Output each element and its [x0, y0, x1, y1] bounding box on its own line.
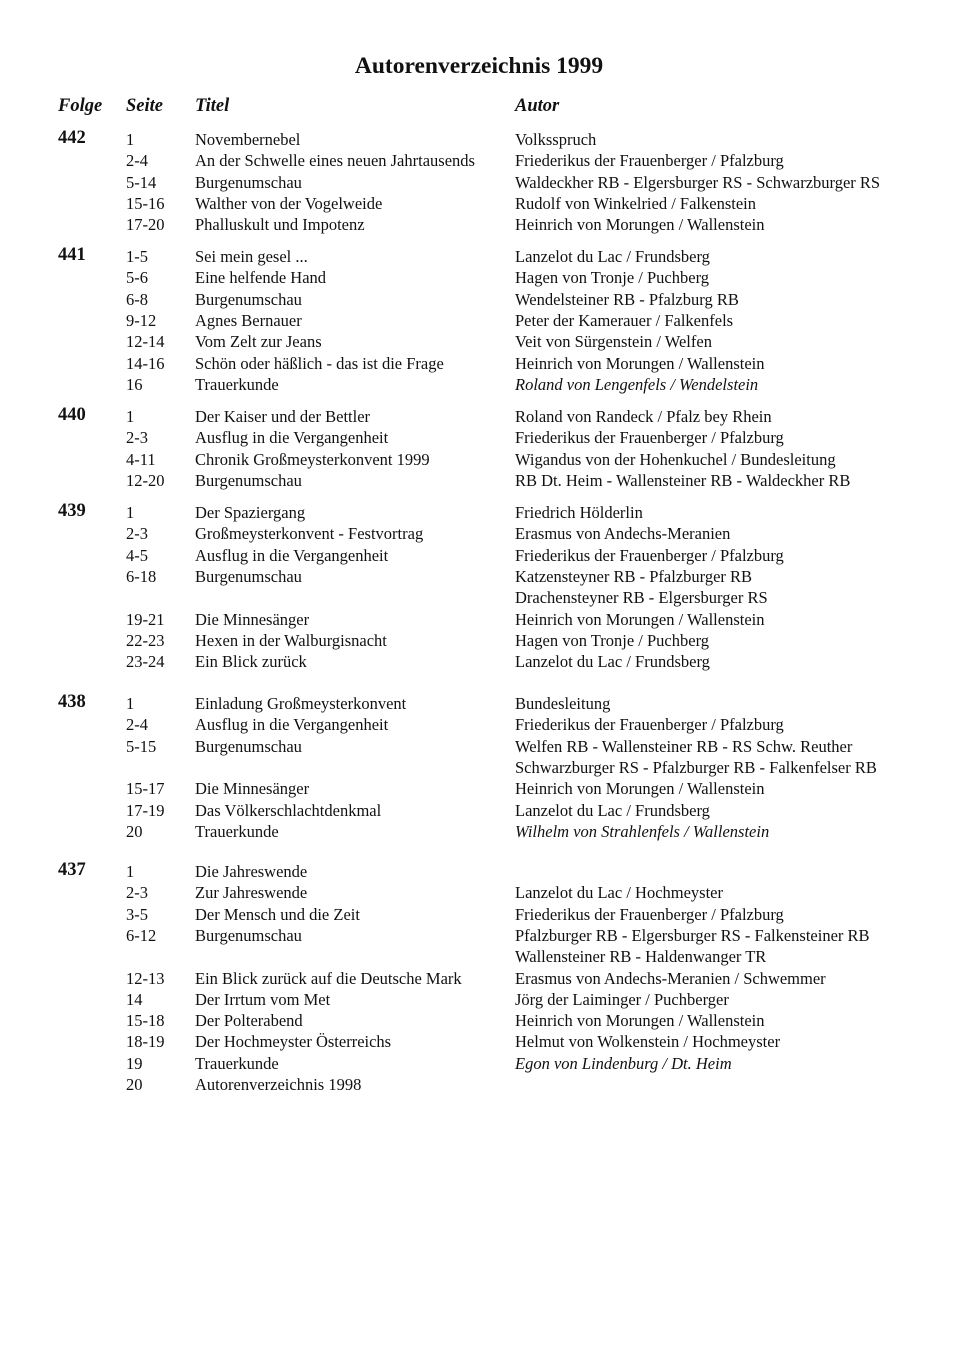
entry-author: Friederikus der Frauenberger / Pfalzburg — [515, 151, 784, 171]
entry-author: Katzensteyner RB - Pfalzburger RB — [515, 566, 753, 586]
entry-page: 19 — [126, 1053, 143, 1073]
entry-author: Jörg der Laiminger / Puchberger — [515, 989, 729, 1009]
entry-author: Friederikus der Frauenberger / Pfalzburg — [515, 715, 784, 735]
issue-number: 441 — [58, 245, 86, 265]
entry-page: 22-23 — [126, 630, 165, 650]
entry-page: 1-5 — [126, 247, 148, 266]
entry-author: Heinrich von Morungen / Wallenstein — [515, 353, 765, 373]
entry-page: 12-13 — [126, 968, 165, 988]
issue-number: 439 — [58, 501, 86, 521]
entry-title: Chronik Großmeysterkonvent 1999 — [195, 449, 430, 469]
entry-author: Friederikus der Frauenberger / Pfalzburg — [515, 545, 784, 565]
entry-author: Wigandus von der Hohenkuchel / Bundesleitung — [515, 449, 836, 469]
issue-number: 438 — [58, 692, 86, 712]
entry-author: Wendelsteiner RB - Pfalzburg RB — [515, 289, 739, 309]
entry-page: 5-14 — [126, 172, 157, 192]
entry-title: Ausflug in die Vergangenheit — [195, 715, 389, 735]
entry-author: Heinrich von Morungen / Wallenstein — [515, 779, 765, 799]
entry-page: 15-17 — [126, 779, 165, 799]
entry-author: Pfalzburger RB - Elgersburger RS - Falkensteiner RB — [515, 925, 870, 945]
entry-author: Heinrich von Morungen / Wallenstein — [515, 215, 765, 235]
entry-title: Der Polterabend — [195, 1011, 303, 1031]
entry-page: 2-3 — [126, 883, 148, 903]
entry-page: 16 — [126, 374, 143, 394]
entry-title: Einladung Großmeysterkonvent — [195, 694, 407, 713]
entry-author: Erasmus von Andechs-Meranien / Schwemmer — [515, 968, 826, 988]
entry-page: 14 — [126, 989, 143, 1009]
entry-title: Die Jahreswende — [195, 862, 308, 881]
column-header-seite: Seite — [126, 96, 163, 116]
entry-title: Ein Blick zurück — [195, 652, 307, 672]
entry-title: Agnes Bernauer — [195, 310, 302, 330]
entry-title: Der Kaiser und der Bettler — [195, 407, 371, 426]
entry-title: Trauerkunde — [195, 374, 279, 394]
entry-page: 1 — [126, 407, 135, 426]
entry-title: Das Völkerschlachtdenkmal — [195, 800, 382, 820]
entry-page: 6-18 — [126, 566, 157, 586]
entry-title: Sei mein gesel ... — [195, 247, 308, 266]
entry-page: 18-19 — [126, 1032, 165, 1052]
entry-author: Lanzelot du Lac / Frundsberg — [515, 652, 710, 672]
entry-title: Phalluskult und Impotenz — [195, 215, 365, 235]
entry-page: 2-4 — [126, 151, 148, 171]
entry-page: 4-5 — [126, 545, 148, 565]
entry-title: Burgenumschau — [195, 172, 302, 192]
entry-title: Eine helfende Hand — [195, 268, 327, 288]
entry-page: 23-24 — [126, 652, 165, 672]
entry-author: Egon von Lindenburg / Dt. Heim — [515, 1053, 732, 1073]
entry-title: Autorenverzeichnis 1998 — [195, 1075, 362, 1094]
entry-page: 5-15 — [126, 736, 157, 756]
entry-page: 1 — [126, 130, 135, 149]
entry-author: Rudolf von Winkelried / Falkenstein — [515, 193, 756, 213]
entry-page: 17-19 — [126, 800, 165, 820]
entry-title: Trauerkunde — [195, 1053, 279, 1073]
issue-number: 442 — [58, 128, 86, 148]
entry-author: Hagen von Tronje / Puchberg — [515, 268, 710, 288]
entry-page: 9-12 — [126, 310, 157, 330]
entry-page: 19-21 — [126, 609, 165, 629]
entry-author: Lanzelot du Lac / Frundsberg — [515, 800, 710, 820]
entry-title: An der Schwelle eines neuen Jahrtausends — [195, 151, 475, 171]
entry-title: Der Mensch und die Zeit — [195, 904, 360, 924]
entry-author: Schwarzburger RS - Pfalzburger RB - Falkenfelser RB — [515, 757, 877, 777]
entry-title: Trauerkunde — [195, 821, 279, 841]
entry-author: Welfen RB - Wallensteiner RB - RS Schw. Reuther — [515, 736, 853, 756]
entry-page: 20 — [126, 821, 143, 841]
entry-title: Burgenumschau — [195, 736, 302, 756]
entry-author: Roland von Lengenfels / Wendelstein — [515, 374, 759, 394]
entry-title: Walther von der Vogelweide — [195, 193, 383, 213]
entry-author: Erasmus von Andechs-Meranien — [515, 524, 731, 544]
entry-page: 1 — [126, 694, 135, 713]
entry-title: Der Spaziergang — [195, 503, 306, 522]
entry-page: 3-5 — [126, 904, 148, 924]
entry-title: Der Irrtum vom Met — [195, 989, 331, 1009]
entry-title: Vom Zelt zur Jeans — [195, 332, 322, 352]
entry-page: 15-18 — [126, 1011, 165, 1031]
entry-title: Die Minnesänger — [195, 609, 310, 629]
entry-author: Volksspruch — [515, 130, 597, 149]
entry-title: Die Minnesänger — [195, 779, 310, 799]
entry-title: Zur Jahreswende — [195, 883, 308, 903]
entry-author: Heinrich von Morungen / Wallenstein — [515, 1011, 765, 1031]
entry-page: 17-20 — [126, 215, 165, 235]
entry-title: Ausflug in die Vergangenheit — [195, 428, 389, 448]
entry-author: Wilhelm von Strahlenfels / Wallenstein — [515, 821, 770, 841]
entry-title: Burgenumschau — [195, 925, 302, 945]
entry-title: Novembernebel — [195, 130, 301, 149]
entry-title: Burgenumschau — [195, 566, 302, 586]
entry-page: 6-8 — [126, 289, 148, 309]
entry-author: Waldeckher RB - Elgersburger RS - Schwarzburger RS — [515, 172, 881, 192]
entry-page: 1 — [126, 862, 135, 881]
entry-author: Bundesleitung — [515, 694, 611, 713]
entry-author: Friedrich Hölderlin — [515, 503, 643, 522]
entry-page: 2-3 — [126, 428, 148, 448]
entry-page: 4-11 — [126, 449, 156, 469]
page-title: Autorenverzeichnis 1999 — [354, 53, 604, 79]
entry-page: 2-4 — [126, 715, 148, 735]
entry-page: 6-12 — [126, 925, 157, 945]
entry-author: Wallensteiner RB - Haldenwanger TR — [515, 947, 767, 967]
issue-number: 440 — [58, 405, 86, 425]
entry-title: Großmeysterkonvent - Festvortrag — [195, 524, 424, 544]
column-header-folge: Folge — [58, 96, 103, 116]
entry-author: Roland von Randeck / Pfalz bey Rhein — [515, 407, 772, 426]
entry-author: Peter der Kamerauer / Falkenfels — [515, 310, 734, 330]
entry-title: Schön oder häßlich - das ist die Frage — [195, 353, 444, 373]
entry-title: Hexen in der Walburgisnacht — [195, 630, 387, 650]
entry-page: 14-16 — [126, 353, 165, 373]
entry-author: Friederikus der Frauenberger / Pfalzburg — [515, 428, 784, 448]
entry-author: Drachensteyner RB - Elgersburger RS — [515, 588, 768, 608]
entry-page: 12-20 — [126, 470, 165, 490]
entry-page: 1 — [126, 503, 135, 522]
entry-page: 2-3 — [126, 524, 148, 544]
entry-title: Burgenumschau — [195, 470, 302, 490]
entry-page: 5-6 — [126, 268, 148, 288]
column-header-autor: Autor — [515, 96, 560, 116]
issue-number: 437 — [58, 860, 86, 880]
entry-title: Burgenumschau — [195, 289, 302, 309]
entry-author: RB Dt. Heim - Wallensteiner RB - Waldeckher RB — [515, 470, 851, 490]
entry-page: 20 — [126, 1075, 143, 1094]
entry-author: Hagen von Tronje / Puchberg — [515, 630, 710, 650]
entry-title: Ein Blick zurück auf die Deutsche Mark — [195, 968, 462, 988]
entry-author: Heinrich von Morungen / Wallenstein — [515, 609, 765, 629]
entry-author: Helmut von Wolkenstein / Hochmeyster — [515, 1032, 781, 1052]
entry-author: Lanzelot du Lac / Frundsberg — [515, 247, 710, 266]
entry-author: Friederikus der Frauenberger / Pfalzburg — [515, 904, 784, 924]
entry-page: 15-16 — [126, 193, 165, 213]
entry-title: Der Hochmeyster Österreichs — [195, 1032, 392, 1052]
column-header-titel: Titel — [195, 96, 230, 116]
entry-title: Ausflug in die Vergangenheit — [195, 545, 389, 565]
entry-page: 12-14 — [126, 332, 165, 352]
entry-author: Lanzelot du Lac / Hochmeyster — [515, 883, 723, 903]
entry-author: Veit von Sürgenstein / Welfen — [515, 332, 712, 352]
